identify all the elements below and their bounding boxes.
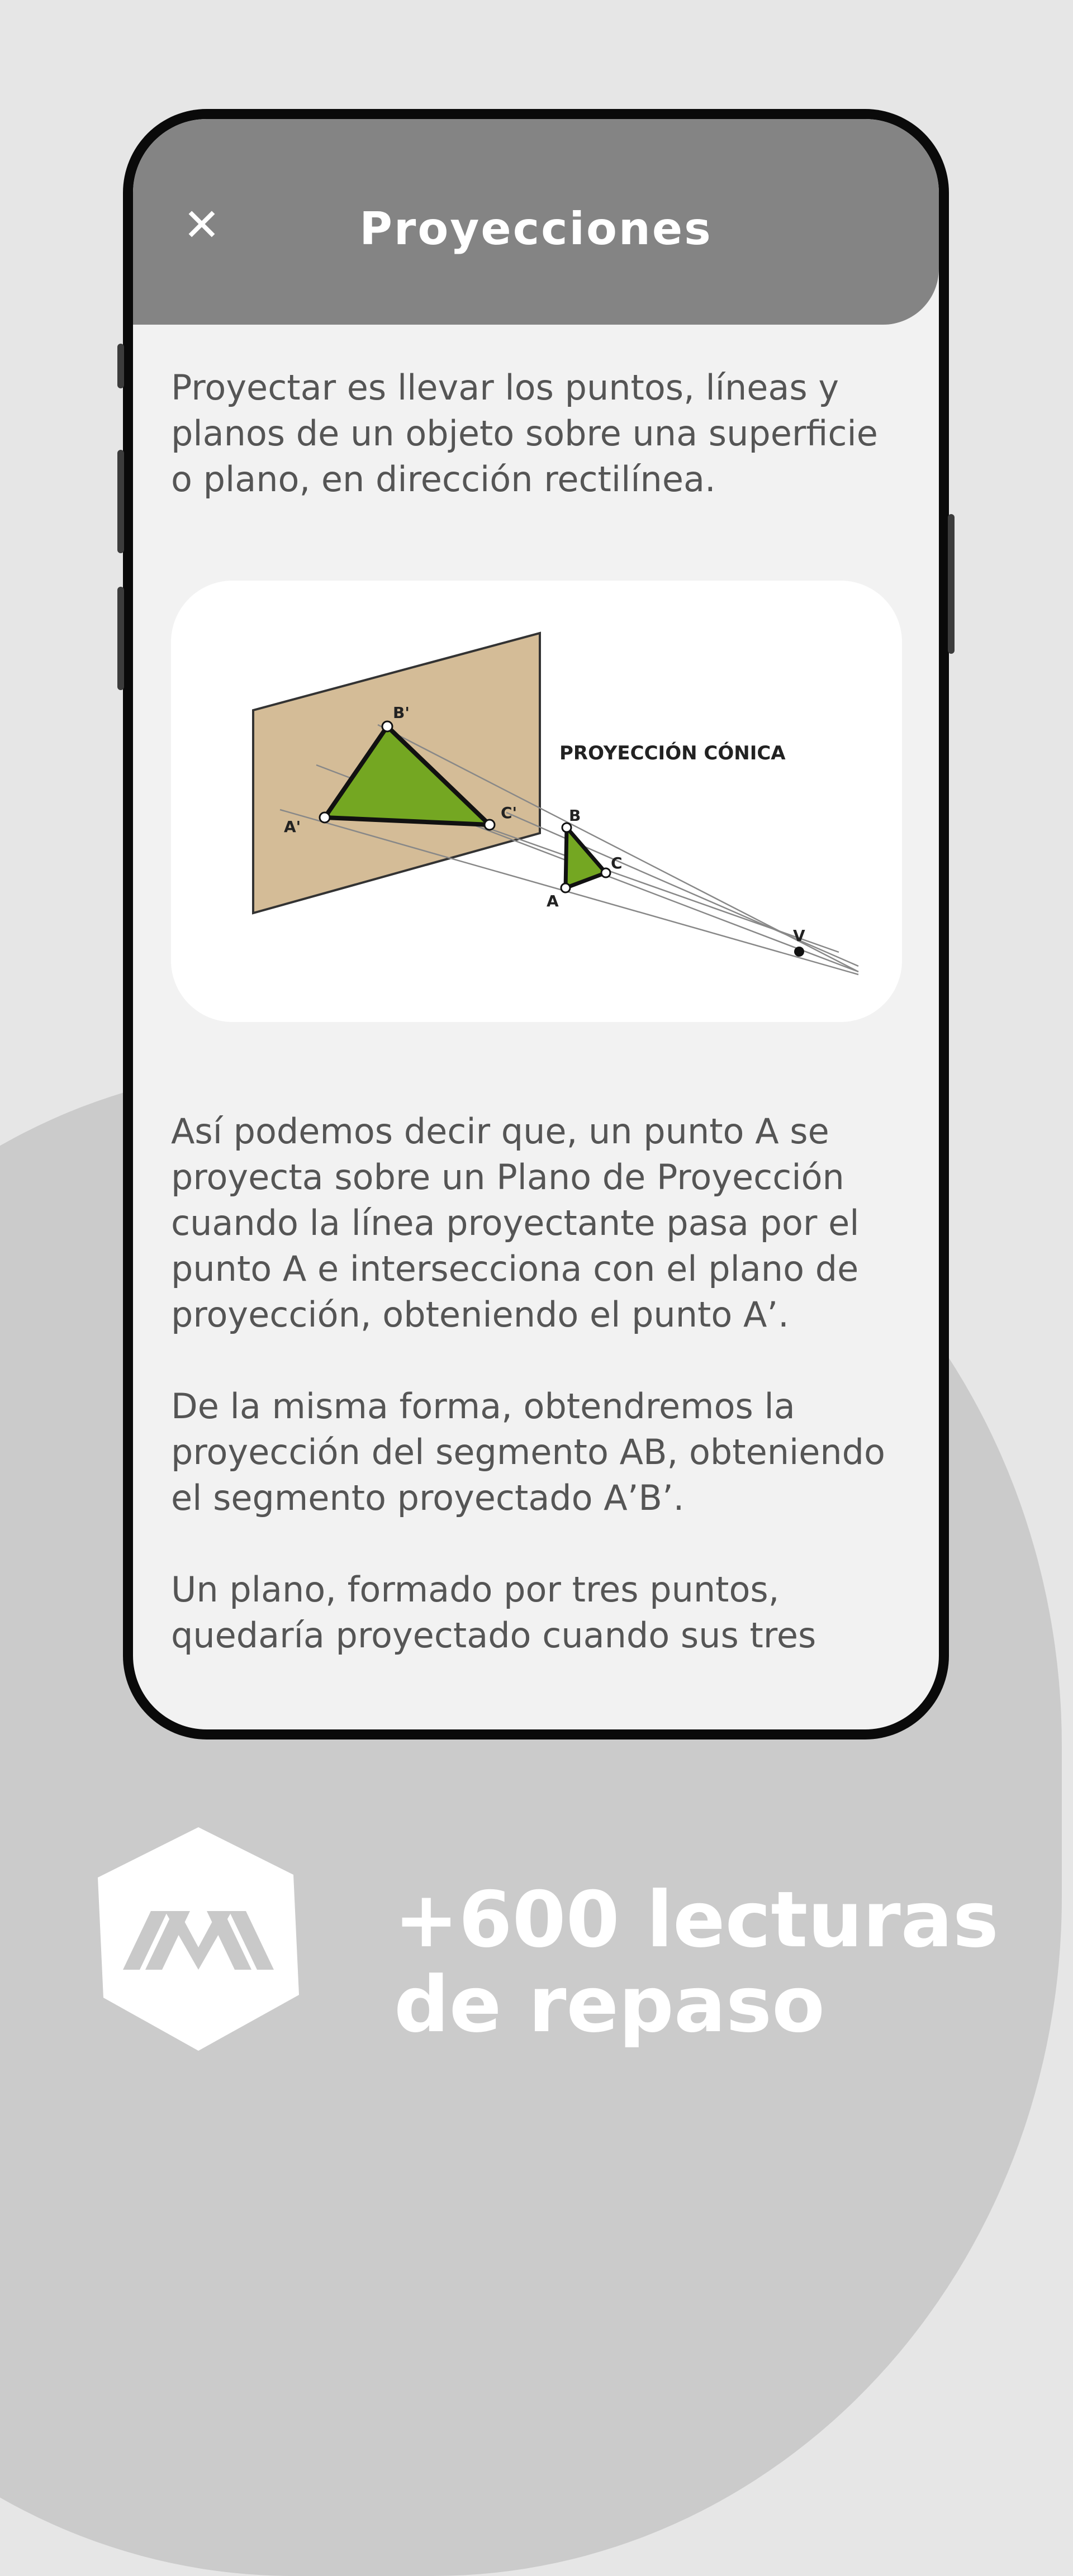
point-a xyxy=(561,883,570,892)
phone-side-button xyxy=(117,450,124,553)
label-v: V xyxy=(793,926,805,945)
phone-side-button xyxy=(117,587,124,690)
point-c xyxy=(601,868,610,877)
close-icon[interactable]: ✕ xyxy=(183,199,221,251)
phone-power-button xyxy=(948,514,955,654)
figure-card xyxy=(171,581,902,1022)
page-title: Proyecciones xyxy=(359,203,713,255)
hexagon-badge xyxy=(98,1827,299,2051)
label-b: B xyxy=(569,806,581,825)
label-c-prime: C' xyxy=(501,804,517,822)
body-paragraph: Así podemos decir que, un punto A se proyecta sobre un Plano de Proyección cuando la línea proyectante pasa por el punto A e intersecciona con el plano de proyección, obteniendo el punto A’. xyxy=(171,1111,860,1335)
app-screen xyxy=(133,119,939,1729)
label-b-prime: B' xyxy=(393,704,410,722)
reading-content[interactable] xyxy=(171,365,901,1704)
conic-projection-diagram xyxy=(171,581,902,1022)
label-a: A xyxy=(547,892,559,910)
point-v xyxy=(794,947,804,957)
projection-line xyxy=(467,821,839,952)
label-c: C xyxy=(611,854,623,872)
phone-frame xyxy=(123,109,949,1739)
promo-line-2: de repaso xyxy=(394,1960,825,2050)
body-paragraph: Un plano, formado por tres puntos, quedaría proyectado cuando sus tres xyxy=(171,1569,816,1656)
phone-side-button xyxy=(117,344,124,388)
point-c-prime xyxy=(485,820,495,830)
point-a-prime xyxy=(320,812,330,823)
point-b-prime xyxy=(382,721,392,731)
top-bar xyxy=(133,119,939,325)
body-paragraph: De la misma forma, obtendremos la proyección del segmento AB, obteniendo el segmento proyectado A’B’. xyxy=(171,1386,885,1518)
uam-logo-icon xyxy=(98,1827,299,2053)
label-a-prime: A' xyxy=(284,818,301,836)
object-triangle xyxy=(566,828,606,888)
promo-line-1: +600 lecturas xyxy=(394,1875,999,1965)
figure-label: PROYECCIÓN CÓNICA xyxy=(559,742,786,764)
promo-headline xyxy=(394,1875,999,2050)
intro-paragraph: Proyectar es llevar los puntos, líneas y planos de un objeto sobre una superficie o plano, en dirección rectilínea. xyxy=(171,367,878,500)
